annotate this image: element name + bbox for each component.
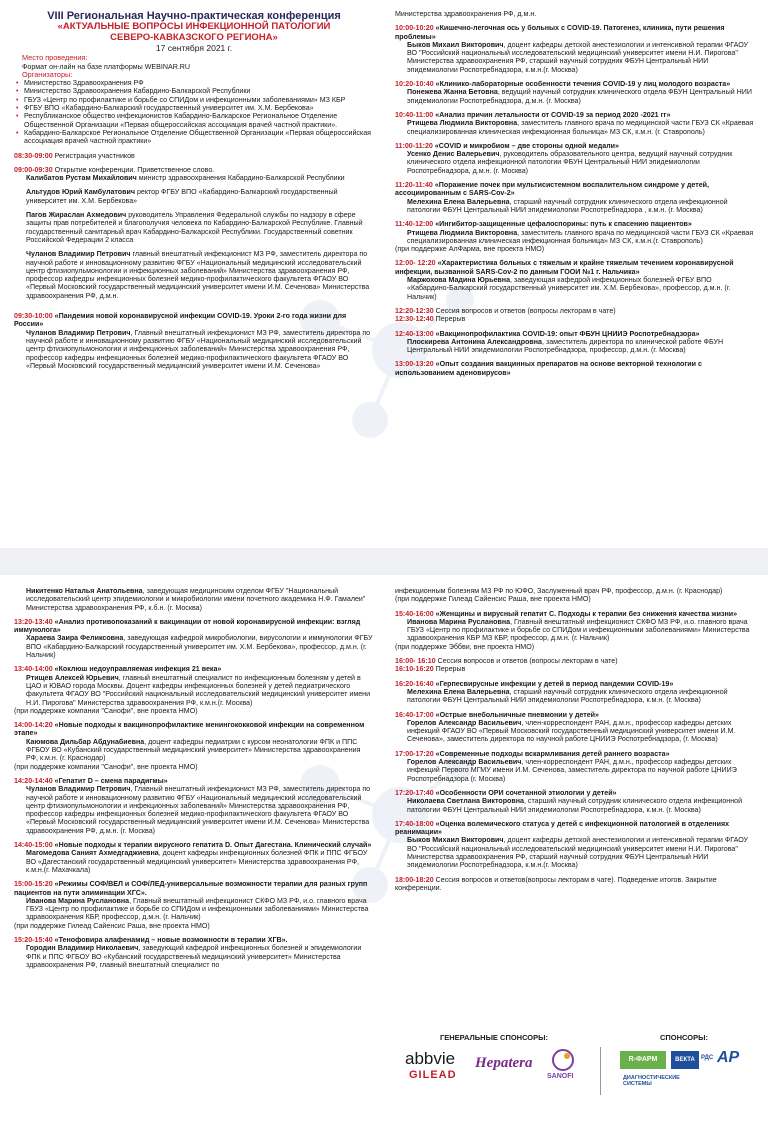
program-item-lecture: 15:20-15:40 «Тенофовира алафенамид – новые возможности в терапии ХГВ». bbox=[14, 935, 288, 944]
venue-label: Место проведения: bbox=[22, 53, 88, 63]
speaker-entry: Чуланов Владимир Петрович, Главный внештатный инфекционист МЗ РФ, заместитель директора по научной работе и инновационному развитию ФГБУ «Национальный медицинский исследовательский центр фтизиопульмонологии и инфекционных заболеваний» Министерства здравоохранения РФ, профессор кафедры инфекционных болезней медико-профилактического факультета ФГАОУ ВО «Первый Московский государственный медицинский университет имени И.М. Сеченова» bbox=[26, 328, 371, 370]
program-item-closing: 18:00-18:20 Сессия вопросов и ответов(вопросы лекторам в чате). Подведение итогов. Закрытие конференции. bbox=[395, 875, 717, 892]
speaker-entry: Мелехина Елена Валерьевна, старший научный сотрудник клинического отдела инфекционной патологии ФБУН Центральный НИИ эпидемиологии Роспотребнадзора, к.м.н. (г. Москва) bbox=[407, 687, 728, 705]
speaker-entry: Каюмова Дильбар Абдунабиевна, доцент кафедры педиатрии с курсом неонатологии ФПК и ППС ФГБОУ ВО «Кубанский государственный медицинский университет» Министерства здравоохранения РФ, к.м.н. (г. Краснодар) bbox=[26, 737, 361, 763]
program-item-lecture: 11:40-12:00 «Ингибитор-защищенные цефалоспорины: путь к спасению пациентов» bbox=[395, 220, 692, 229]
hepatera-logo: Hepatera bbox=[475, 1055, 533, 1071]
organizer-item: • ГБУЗ «Центр по профилактике и борьбе со СПИДом и инфекционными заболеваниями» МЗ КБР bbox=[24, 96, 374, 104]
ap-logo: AP bbox=[717, 1049, 740, 1066]
program-item-lecture: 14:20-14:40 «Гепатит D – смена парадигмы» bbox=[14, 776, 168, 785]
support-note: (при поддержке Гилеад Сайенсис Раша, вне проекта НМО) bbox=[14, 921, 210, 930]
program-item-opening: 09:00-09:30 Открытие конференции. Приветственное слово. bbox=[14, 165, 215, 174]
program-item-break: 16:10-16:20 Перерыв bbox=[395, 665, 466, 674]
conference-subtitle-line1: «АКТУАЛЬНЫЕ ВОПРОСЫ ИНФЕКЦИОННОЙ ПАТОЛОГИИ bbox=[57, 21, 331, 32]
program-item-lecture: 16:20-16:40 «Герпесвирусные инфекции у детей в период пандемии COVID-19» bbox=[395, 679, 674, 688]
speaker-entry: Ртищева Людмила Викторовна, заместитель главного врача по медицинской части ГБУЗ СК «Краевая специализированная клиническая инфекционная больница» МЗ СК, к.м.н. (г. Ставрополь) bbox=[407, 119, 754, 136]
speaker-entry: Чуланов Владимир Петрович главный внештатный инфекционист МЗ РФ, заместитель директора по научной работе и инновационному развитию ФГБУ «Национальный медицинский исследовательский центр фтизиопульмонологии и инфекционных заболеваний» Министерства здравоохранения РФ, профессор кафедры инфекционных болезней медико-профилактического факультета ФГАОУ ВО «Первый Московский государственный медицинский университет имени И.М. Сеченова» Министерства здравоохранения РФ, д.м.н. bbox=[26, 250, 370, 300]
program-item-lecture: 12:00- 12:20 «Характеристика больных с тяжелым и крайне тяжелым течением коронавирусной инфекции, вызванной SARS-Cov-2 по данным ГООИ №1 г. Нальчика» bbox=[395, 259, 734, 276]
program-item-lecture: 16:40-17:00 «Острые внебольничные пневмонии у детей» bbox=[395, 710, 599, 719]
organizer-item: • Министерство Здравоохранения РФ bbox=[24, 79, 374, 87]
organizer-item: • Кабардино-Балкарское Региональное Отделение Общественной Организации «Первая общероссийская ассоциация врачей частной практики» bbox=[24, 129, 374, 146]
organizer-item: • Республиканское общество инфекционистов Кабардино-Балкарское Региональное Отделение Общественной Организации «Первая общероссийская ассоциация врачей частной практики». bbox=[24, 112, 374, 129]
page2-left-column bbox=[14, 587, 374, 969]
speaker-entry: Чуланов Владимир Петрович, Главный внештатный инфекционист МЗ РФ, заместитель директора по научной работе и инновационному развитию ФГБУ «Национальный медицинский исследовательский центр фтизиопульмонологии и инфекционных заболеваний» Министерства здравоохранения РФ, профессор кафедры инфекционных болезней медико-профилактического факультета ФГАОУ ВО «Первый Московский государственный медицинский университет имени И.М. Сеченова» Министерства здравоохранения РФ, д.м.н. (г. Москва) bbox=[26, 785, 371, 835]
speaker-entry: Магомедова Саният Ахмедгаджиевна, доцент кафедры инфекционных болезней ФПК и ППС ФГБОУ ВО «Дагестанский государственный медицинский университет» Министерства здравоохранения РФ, к.м.н.(г. Махачкала) bbox=[26, 849, 368, 874]
speaker-entry: Усенко Денис Валерьевич, руководитель образовательного центра, ведущий научный сотрудник клинического отдела инфекционной патологии ФБУН Центральный НИИ эпидемиологии Роспотребнадзора, д.м.н. (г. Москва) bbox=[407, 150, 733, 175]
speaker-entry: Мелехина Елена Валерьевна, старший научный сотрудник клинического отдела инфекционной патологии ФБУН Центральный НИИ эпидемиологии Роспотребнадзора , к.м.н. (г. Москва) bbox=[407, 197, 728, 214]
program-item-lecture: 12:40-13:00 «Вакцинопрофилактика COVID-19: опыт ФБУН ЦНИИЭ Роспотребнадзора» bbox=[395, 329, 700, 338]
speaker-entry: Маржохова Мадина Юрьевна, заведующая кафедрой инфекционных болезней ФГБУ ВПО «Кабардино-Балкарский государственный университет им. Х.М. Бербекова», профессор, д.м.н. (г. Нальчик) bbox=[407, 276, 731, 301]
continuation-text: инфекционным болезням МЗ РФ по ЮФО, Заслуженный врач РФ, профессор, д.м.н. (г. Краснодар) bbox=[395, 587, 723, 595]
sponsors-heading: СПОНСОРЫ: bbox=[660, 1033, 708, 1042]
conference-date: 17 сентября 2021 г. bbox=[155, 43, 233, 53]
conference-title: VIII Региональная Научно-практическая конференция bbox=[47, 10, 341, 22]
program-page-1 bbox=[0, 0, 768, 548]
sanofi-logo: SANOFI bbox=[547, 1073, 574, 1080]
support-note: (при поддержке АлФарма, вне проекта НМО) bbox=[395, 245, 545, 254]
organizer-item: • ФГБУ ВПО «Кабардино-Балкарский государственный университет им. Х.М. Бербекова» bbox=[24, 104, 374, 112]
venue-text: Формат он-лайн на базе платформы WEBINAR.RU bbox=[22, 62, 191, 71]
program-page-2 bbox=[0, 575, 768, 1123]
speaker-entry: Быков Михаил Викторович, доцент кафедры детской анестезиологии и интенсивной терапии ФГАОУ ВО "Российский национальный исследовательский медицинский университет имени Н.И. Пирогова" Министерства здравоохранения РФ, старший научный сотрудник ФБУН Центральный НИИ эпидемиологии Роспотребнадзора, к.м.н.(г. Москва) bbox=[407, 40, 749, 74]
continuation-text: Министерства здравоохранения РФ, д.м.н. bbox=[395, 10, 537, 18]
program-item-lecture: 13:40-14:00 «Коклюш недоуправляемая инфекция 21 века» bbox=[14, 665, 222, 674]
abbvie-logo: abbvie bbox=[405, 1049, 456, 1068]
rpharm-logo: R-ФАРМ bbox=[620, 1051, 666, 1069]
program-item-lecture: 17:20-17:40 «Особенности ОРИ сочетанной этиологии у детей» bbox=[395, 788, 617, 797]
program-item-registration: 08:30-09:00 Регистрация участников bbox=[14, 151, 135, 160]
speaker-entry: Иванова Марина Руслановна, Главный внештатный инфекционист СКФО МЗ РФ, и.о. главного врача ГБУЗ «Центр по профилактике и борьбе со СПИДом и инфекционными заболеваниями» Министерства здравоохранения КБР, профессор, д.м.н. (г. Нальчик) bbox=[26, 896, 369, 922]
conference-subtitle-line2: СЕВЕРО-КАВКАЗСКОГО РЕГИОНА» bbox=[110, 31, 278, 43]
page2-right-column bbox=[395, 587, 755, 892]
support-note: (при поддержке компании "Санофи", вне проекта НМО) bbox=[14, 762, 198, 771]
sanofi-bird-icon bbox=[550, 1047, 576, 1073]
program-item-lecture: 10:40-11:00 «Анализ причин летальности от COVID-19 за период 2020 -2021 гг» bbox=[395, 110, 671, 119]
general-sponsors-heading: ГЕНЕРАЛЬНЫЕ СПОНСОРЫ: bbox=[440, 1033, 548, 1042]
speaker-entry: Иванова Марина Руслановна, Главный внештатный инфекционист СКФО МЗ РФ, и.о. главного врача ГБУЗ «Центр по профилактике и борьбе со СПИДом и инфекционными заболеваниями» Министерства здравоохранения КБР МЗ КБР, профессор, д.м.н. (г. Нальчик) bbox=[407, 617, 750, 643]
sponsors-divider bbox=[600, 1047, 601, 1095]
gilead-logo: GILEAD bbox=[409, 1069, 457, 1081]
speaker-entry: Альтудов Юрий Камбулатович ректор ФГБУ ВПО «Кабардино-Балкарский государственный университет им. Х.М. Бербекова» bbox=[26, 188, 338, 205]
rds-logo: РДС bbox=[701, 1055, 714, 1061]
speaker-entry: Горелов Александр Васильевич, член-корреспондент РАН, д.м.н., профессор кафедры детских инфекций ФГАОУ ВО «Первый Московский государственный медицинский университет имени И.М. Сеченова», заместитель директора по научной работе ЦНИИЭ Роспотребнадзора, (г. Москва) bbox=[407, 718, 736, 744]
support-note: (при поддержке Эббви, вне проекта НМО) bbox=[395, 642, 535, 651]
program-item-lecture: 17:40-18:00 «Оценка волемического статуса у детей с инфекционной патологией в отделениях реанимации» bbox=[395, 819, 730, 837]
organizer-item: • Министерство Здравоохранения Кабардино-Балкарской Республики bbox=[24, 87, 374, 95]
program-item-lecture: 15:40-16:00 «Женщины и вирусный гепатит С. Подходы к терапии без снижения качества жизни» bbox=[395, 609, 738, 618]
program-item-break: 12:30-12:40 Перерыв bbox=[395, 315, 466, 324]
page1-right-column bbox=[395, 10, 755, 377]
program-item-lecture: 11:20-11:40 «Поражение почек при мультисистемном воспалительном синдроме у детей, ассоциированным с SARS-Cov-2» bbox=[395, 181, 709, 198]
program-item-qa: 16:00- 16:10 Сессия вопросов и ответов (вопросы лекторам в чате) bbox=[395, 657, 618, 666]
speaker-entry: Быков Михаил Викторович, доцент кафедры детской анестезиологии и интенсивной терапии ФГАОУ ВО "Российский национальный исследовательский медицинский университет имени Н.И. Пирогова" Министерства здравоохранения РФ, старший научный сотрудник ФБУН Центральный НИИ эпидемиологии Роспотребнадзора, к.м.н.(г. Москва) bbox=[407, 836, 749, 870]
speaker-entry: Калибатов Рустам Михайлович министр здравоохранения Кабардино-Балкарской Республики bbox=[26, 174, 345, 183]
speaker-entry: Пагов Жираслан Ахмедович руководитель Управления Федеральной службы по надзору в сфере защиты прав потребителей и благополучия человека по Кабардино-Балкарской Республике. Главный государственный санитарный врач Кабардино-Балкарской Республики. Государственный советник Российской Федерации 2 класса bbox=[26, 211, 363, 244]
sponsors-block bbox=[395, 1033, 755, 1113]
program-item-lecture: 11:00-11:20 «COVID и микробиом – две стороны одной медали» bbox=[395, 141, 619, 150]
speaker-entry: Плоскирева Антонина Александровна, заместитель директора по клинической работе ФБУН Центральный НИИ эпидемиологии Роспотребнадзора, профессор, д.м.н. (г. Москва) bbox=[407, 337, 724, 355]
program-item-lecture: 09:30-10:00 «Пандемия новой коронавирусной инфекции COVID-19. Уроки 2-го года жизни для России» bbox=[14, 312, 347, 329]
program-item-lecture: 13:00-13:20 «Опыт создания вакцинных препаратов на основе векторной технологии с использованием аденовирусов» bbox=[395, 360, 702, 377]
program-item-lecture: 10:00-10:20 «Кишечно-легочная ось у больных с COVID-19. Патогенез, клиника, пути решения проблемы» bbox=[395, 24, 725, 41]
support-note: (при поддержке Гилеад Сайенсис Раша, вне проекта НМО) bbox=[395, 595, 591, 604]
speaker-entry: Никитенко Наталья Анатольевна, заведующая медицинским отделом ФГБУ "Национальный исследовательский центр эпидемиологии и микробиологии имени почетного академика Н.Ф. Гамалеи" Министерства здравоохранения РФ, к.б.н. (г. Москва) bbox=[26, 587, 366, 612]
speaker-entry: Хараева Заира Феликсовна, заведующая кафедрой микробиологии, вирусологии и иммунологии ФГБУ ВПО «Кабардино-Балкарский государственный университет им. Х.М. Бербекова», профессор, д.м.н. (г. Нальчик) bbox=[26, 634, 373, 660]
diagnostic-systems-logo: ДИАГНОСТИЧЕСКИЕ СИСТЕМЫ bbox=[623, 1075, 680, 1087]
vekta-logo: ВЕКТА bbox=[671, 1051, 699, 1069]
speaker-entry: Ртищев Алексей Юрьевич, главный внештатный специалист по инфекционным болезням у детей в ЦАО и ЮВАО города Москвы. Доцент кафедры инфекционных болезней у детей педиатрического факультета ФГАОУ ВО "Российский национальный исследовательский медицинский университет имени Н.И. Пирогова" Министерства здравоохранения РФ, к.м.н.(г. Москва) bbox=[26, 673, 371, 707]
speaker-entry: Понежева Жанна Бетовна, ведущий научный сотрудник клинического отдела ФБУН Центральный НИИ эпидемиологии Роспотребнадзора, д.м.н. (г. Москва) bbox=[407, 88, 752, 105]
program-item-lecture: 14:00-14:20 «Новые подходы к вакцинопрофилактике менингококковой инфекции на современном этапе» bbox=[14, 721, 365, 738]
program-item-lecture: 13:20-13:40 «Анализ противопоказаний к вакцинации от новой коронавирусной инфекции: взгляд иммунолога» bbox=[14, 617, 361, 635]
program-item-lecture: 15:00-15:20 «Режимы СОФ/ВЕЛ и СОФ/ЛЕД-универсальные возможности терапии для разных групп пациентов на пути элиминации ХГС». bbox=[14, 880, 368, 897]
support-note: (при поддержке компании "Санофи", вне проекта НМО) bbox=[14, 706, 198, 715]
organizers-label: Организаторы: bbox=[22, 69, 73, 79]
program-item-lecture: 17:00-17:20 «Современные подходы вскармливания детей раннего возраста» bbox=[395, 749, 670, 758]
page1-left-column bbox=[14, 10, 374, 370]
speaker-entry: Городин Владимир Николаевич, заведующий кафедрой инфекционных болезней и эпидемиологии ФПК и ППС ФГБОУ ВО «Кубанский государственный медицинский университет» Министерства здравоохранения РФ, главный внештатный специалист по bbox=[26, 944, 362, 969]
speaker-entry: Николаева Светлана Викторовна, старший научный сотрудник клинического отдела инфекционной патологии ФБУН Центральный НИИ эпидемиологии Роспотребнадзора, к.м.н. (г. Москва) bbox=[407, 797, 743, 814]
speaker-entry: Горелов Александр Васильевич, член-корреспондент РАН, д.м.н., профессор кафедры детских инфекций Первого МГМУ имени И.М. Сеченова, заместитель директора по научной работе ЦНИИЭ Роспотребнадзора (г. Москва) bbox=[407, 758, 737, 783]
program-item-lecture: 14:40-15:00 «Новые подходы к терапии вирусного гепатита D. Опыт Дагестана. Клинический случай» bbox=[14, 841, 372, 850]
program-item-qa: 12:20-12:30 Сессия вопросов и ответов (вопросы лекторам в чате) bbox=[395, 306, 616, 315]
speaker-entry: Ртищева Людмила Викторовна, заместитель главного врача по медицинской части ГБУЗ СК «Краевая специализированная клиническая инфекционная больница» МЗ СК, к.м.н.(г. Ставрополь) bbox=[407, 228, 754, 245]
organizers-list bbox=[14, 79, 374, 145]
program-item-lecture: 10:20-10:40 «Клинико-лабораторные особенности течения COVID-19 у лиц молодого возраста» bbox=[395, 80, 731, 89]
